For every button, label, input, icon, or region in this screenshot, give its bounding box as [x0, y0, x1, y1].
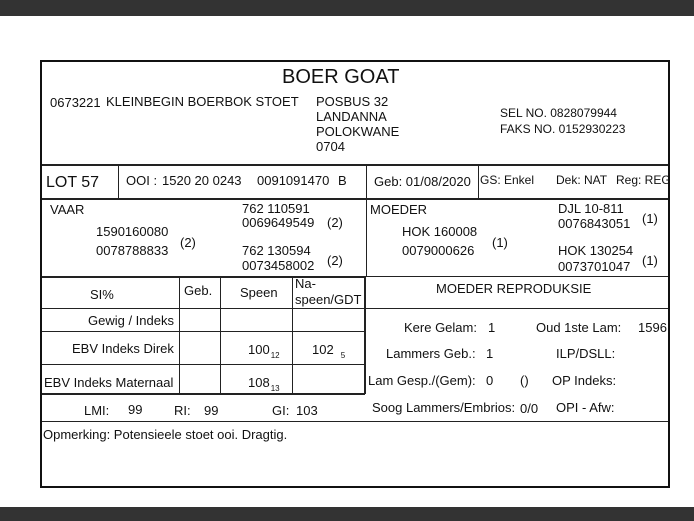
card-title: BOER GOAT: [282, 66, 400, 88]
dam-dam-mark: (1): [642, 253, 658, 268]
lot-row-divider-3: [478, 164, 479, 198]
si-col-line-2: [220, 276, 221, 394]
lam-gesp-value: 0: [486, 373, 494, 388]
repro-title-line: [366, 308, 668, 309]
sire-id-2: 0078788833: [96, 243, 169, 258]
gi-value: 103: [296, 403, 318, 418]
dam-mark: (1): [492, 235, 508, 250]
phone-number: SEL NO. 0828079944: [500, 106, 617, 120]
dam-sire-id-1: DJL 10-811: [558, 201, 624, 216]
lot-number: LOT 57: [46, 174, 100, 191]
pedigree-bottom-line-right: [366, 276, 668, 277]
sire-dam-id-2: 0073458002: [242, 258, 315, 273]
sire-sire-id-2: 0069649549: [242, 215, 315, 230]
ooi-label: OOI :: [126, 173, 158, 188]
sire-label: VAAR: [50, 202, 85, 217]
ebv-direk-speen: $100_{12}$: [248, 342, 280, 360]
pedigree-divider: [366, 198, 367, 276]
ebv-maternaal-label: EBV Indeks Maternaal: [44, 375, 174, 390]
ebv-direk-label: EBV Indeks Direk: [72, 341, 174, 356]
pedigree-bottom-line: [42, 276, 366, 278]
si-col-line-3: [292, 276, 293, 394]
ebv-direk-naspeen: 102 $_5$: [312, 342, 346, 360]
lammers-geb-value: 1: [486, 346, 494, 361]
sire-sire-mark: (2): [327, 215, 343, 230]
birth-status: GS: Enkel: [480, 173, 535, 187]
si-row-line-1: [42, 308, 365, 309]
op-indeks-label: OP Indeks:: [552, 373, 617, 388]
fax-number: FAKS NO. 0152930223: [500, 122, 626, 136]
lot-row-divider: [42, 198, 668, 200]
bottom-dark-band: [0, 507, 694, 521]
address-line-1: POSBUS 32: [316, 94, 389, 109]
kere-gelam-label: Kere Gelam:: [404, 320, 477, 335]
top-dark-band: [0, 0, 694, 16]
header-divider: [42, 164, 668, 166]
address-line-2: LANDANNA: [316, 109, 387, 124]
lammers-geb-label: Lammers Geb.:: [386, 346, 476, 361]
opi-afw-label: OPI - Afw:: [556, 400, 615, 415]
dam-sire-id-2: 0076843051: [558, 216, 631, 231]
repro-title: MOEDER REPRODUKSIE: [436, 281, 592, 296]
breeder-name: KLEINBEGIN BOERBOK STOET: [106, 94, 299, 109]
lmi-label: LMI:: [84, 403, 110, 418]
oud-lam-value: 1596: [638, 320, 667, 335]
si-col-line-4: [364, 276, 366, 394]
dam-label: MOEDER: [370, 202, 428, 217]
ooi-id: 0091091470: [257, 173, 330, 188]
naspeen-header-2: speen/GDT: [295, 292, 362, 307]
dam-id-2: 0079000626: [402, 243, 475, 258]
naspeen-header-1: Na-: [295, 276, 316, 291]
lam-gesp-label: Lam Gesp./(Gem):: [368, 373, 476, 388]
mating-type: Dek: NAT: [556, 173, 608, 187]
sire-sire-id-1: 762 110591: [242, 201, 310, 216]
address-line-3: POLOKWANE: [316, 124, 400, 139]
ri-value: 99: [204, 403, 219, 418]
soog-lammers-label: Soog Lammers/Embrios:: [372, 400, 516, 415]
remarks-line: [42, 421, 668, 422]
gewig-indeks-label: Gewig / Indeks: [88, 313, 174, 328]
gi-label: GI:: [272, 403, 290, 418]
ooi-class: B: [338, 173, 347, 188]
si-row-line-3: [42, 364, 365, 365]
lot-card: [40, 60, 670, 488]
dam-id-1: HOK 160008: [402, 224, 478, 239]
dam-dam-id-2: 0073701047: [558, 259, 631, 274]
dam-sire-mark: (1): [642, 211, 658, 226]
birth-date: Geb: 01/08/2020: [374, 174, 471, 189]
si-row-line-4: [42, 393, 365, 395]
address-line-4: 0704: [316, 139, 345, 154]
registration-status: Reg: REG: [616, 173, 671, 187]
lot-row-divider-2: [366, 164, 367, 198]
soog-lammers-value: 0/0: [520, 401, 539, 416]
si-row-line-2: [42, 331, 365, 332]
geb-header: Geb.: [184, 283, 213, 298]
remarks-text: Opmerking: Potensieele stoet ooi. Dragtig.: [43, 427, 288, 442]
ooi-number: 1520 20 0243: [162, 173, 242, 188]
sire-dam-id-1: 762 130594: [242, 243, 311, 258]
sire-id-1: 1590160080: [96, 224, 169, 239]
ri-label: RI:: [174, 403, 191, 418]
lmi-value: 99: [128, 402, 143, 417]
kere-gelam-value: 1: [488, 320, 496, 335]
ebv-maternaal-speen: $108_{13}$: [248, 375, 280, 393]
sire-mark: (2): [180, 235, 196, 250]
si-header: SI%: [90, 287, 114, 302]
sire-dam-mark: (2): [327, 253, 343, 268]
ilp-dsll-label: ILP/DSLL:: [556, 346, 616, 361]
lot-row-divider-1: [118, 164, 119, 198]
dam-dam-id-1: HOK 130254: [558, 243, 634, 258]
lam-gesp-gem: (): [520, 373, 529, 388]
si-col-line-1: [179, 276, 180, 394]
oud-lam-label: Oud 1ste Lam:: [536, 320, 622, 335]
breeder-number: 0673221: [50, 95, 101, 110]
speen-header: Speen: [240, 285, 278, 300]
